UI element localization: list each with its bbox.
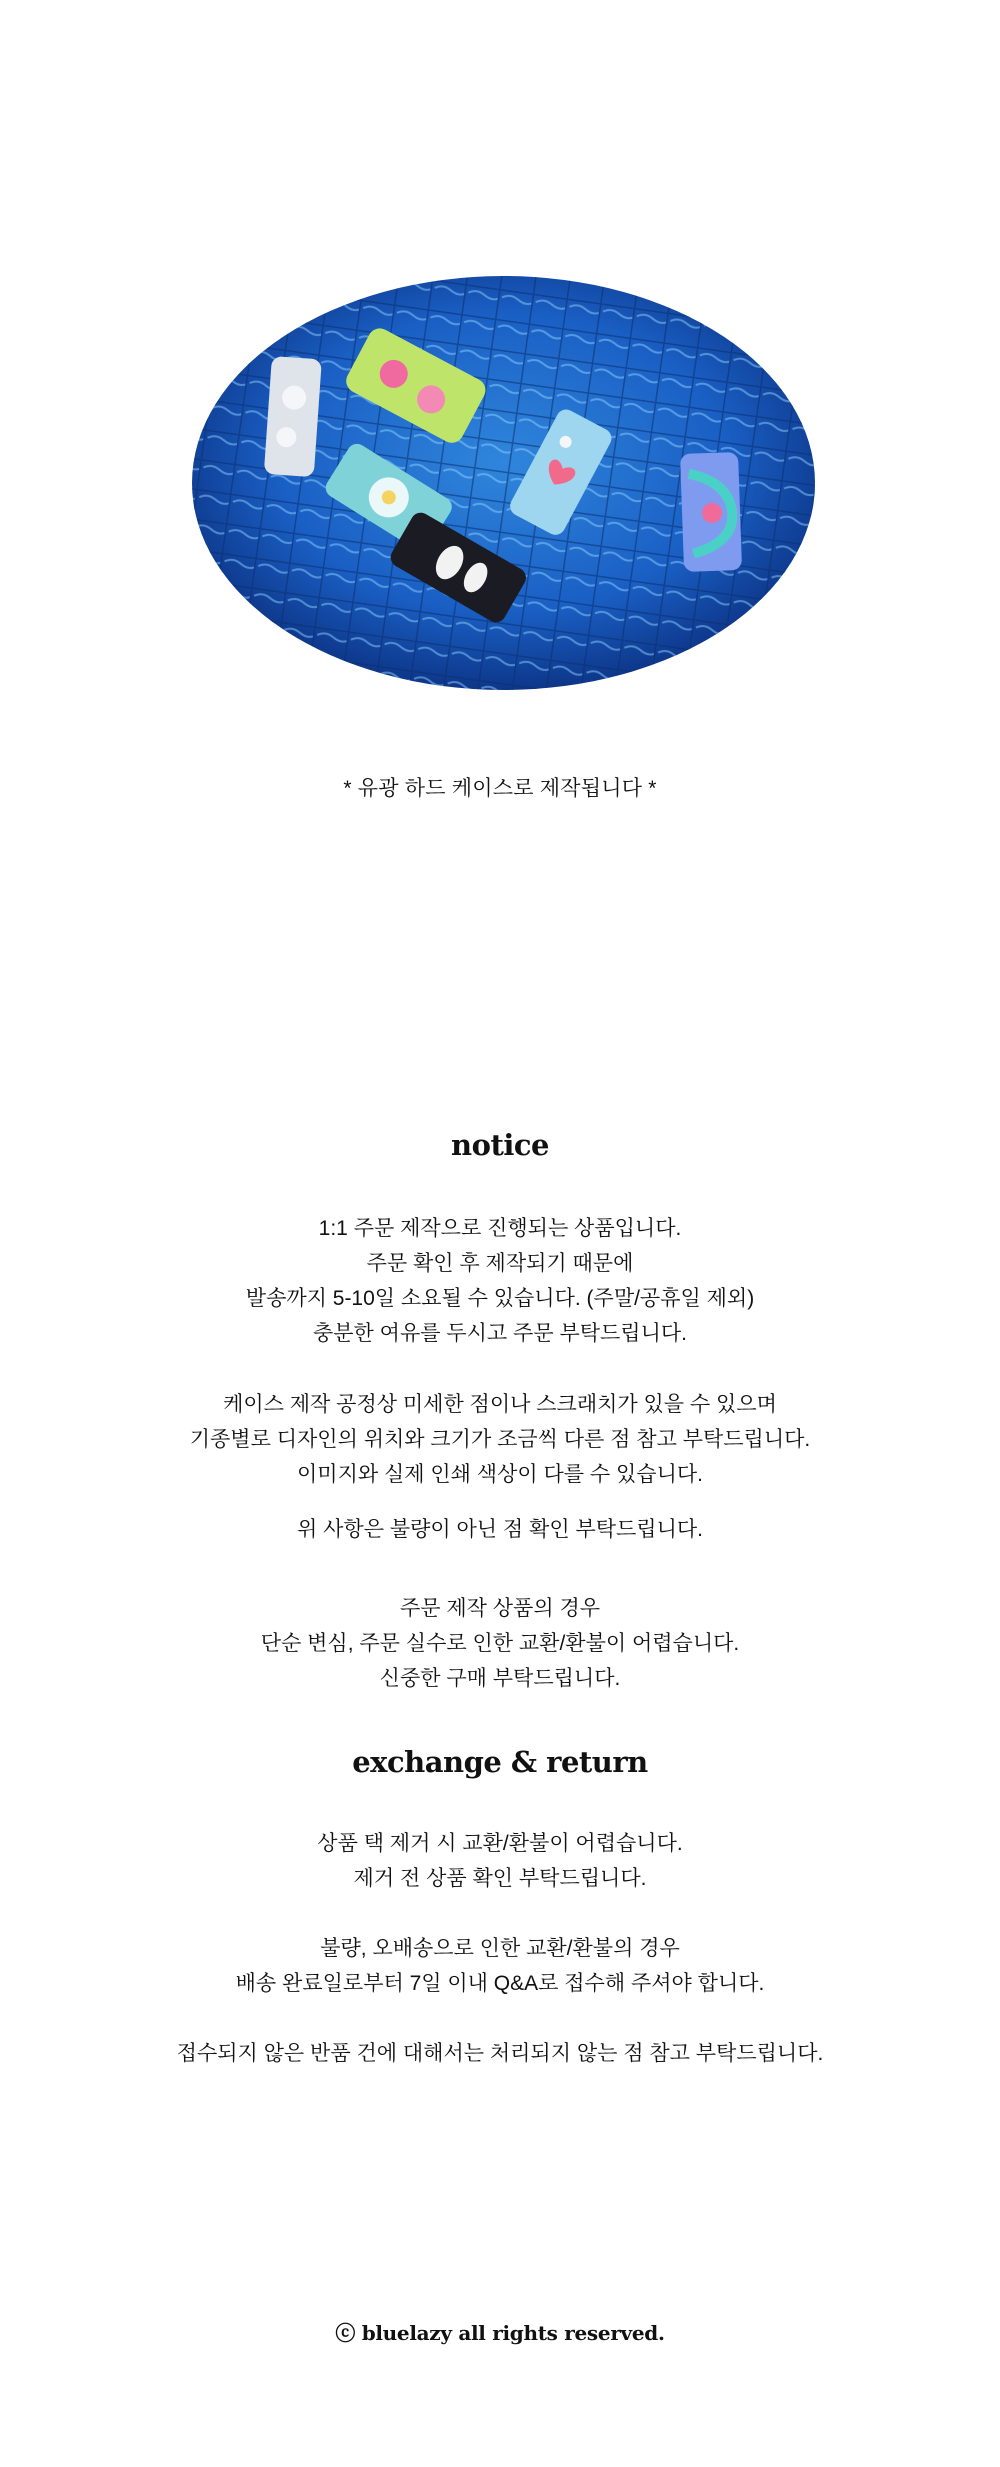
exchange-line: 배송 완료일로부터 7일 이내 Q&A로 접수해 주셔야 합니다. [235,1972,765,1995]
notice-title: notice [451,1128,549,1162]
copyright-footer: ⓒ bluelazy all rights reserved. [335,2321,665,2345]
notice-line: 신중한 구매 부탁드립니다. [379,1667,621,1690]
notice-paragraph-2 [0,1387,1000,1492]
exchange-line: 상품 택 제거 시 교환/환불이 어렵습니다. [317,1832,683,1855]
notice-line: 발송까지 5-10일 소요될 수 있습니다. (주말/공휴일 제외) [245,1287,755,1310]
phone-case-white-flowers [264,356,322,477]
notice-line: 이미지와 실제 인쇄 색상이 다를 수 있습니다. [297,1463,703,1486]
pool-phone-cases-image [192,276,815,690]
material-caption: * 유광 하드 케이스로 제작됩니다 * [343,777,657,800]
exchange-paragraph-3 [0,2036,1000,2071]
exchange-line: 불량, 오배송으로 인한 교환/환불의 경우 [320,1937,680,1960]
exchange-paragraph-1 [0,1826,1000,1896]
notice-line: 기종별로 디자인의 위치와 크기가 조금씩 다른 점 참고 부탁드립니다. [189,1428,811,1451]
notice-line: 위 사항은 불량이 아닌 점 확인 부탁드립니다. [297,1518,703,1541]
notice-line: 케이스 제작 공정상 미세한 점이나 스크래치가 있을 수 있으며 [223,1393,777,1416]
notice-line: 1:1 주문 제작으로 진행되는 상품입니다. [318,1217,682,1240]
notice-paragraph-1 [0,1211,1000,1351]
exchange-return-title: exchange & return [352,1745,648,1779]
notice-paragraph-3 [0,1512,1000,1547]
exchange-paragraph-2 [0,1931,1000,2001]
notice-line: 주문 확인 후 제작되기 때문에 [366,1252,634,1275]
notice-line: 주문 제작 상품의 경우 [399,1597,601,1620]
phone-case-blue-swirl [680,452,742,572]
exchange-line: 접수되지 않은 반품 건에 대해서는 처리되지 않는 점 참고 부탁드립니다. [176,2042,824,2065]
notice-paragraph-4 [0,1591,1000,1696]
notice-line: 단순 변심, 주문 실수로 인한 교환/환불이 어렵습니다. [260,1632,740,1655]
exchange-line: 제거 전 상품 확인 부탁드립니다. [353,1867,647,1890]
notice-line: 충분한 여유를 두시고 주문 부탁드립니다. [312,1322,688,1345]
product-photo [192,276,815,690]
